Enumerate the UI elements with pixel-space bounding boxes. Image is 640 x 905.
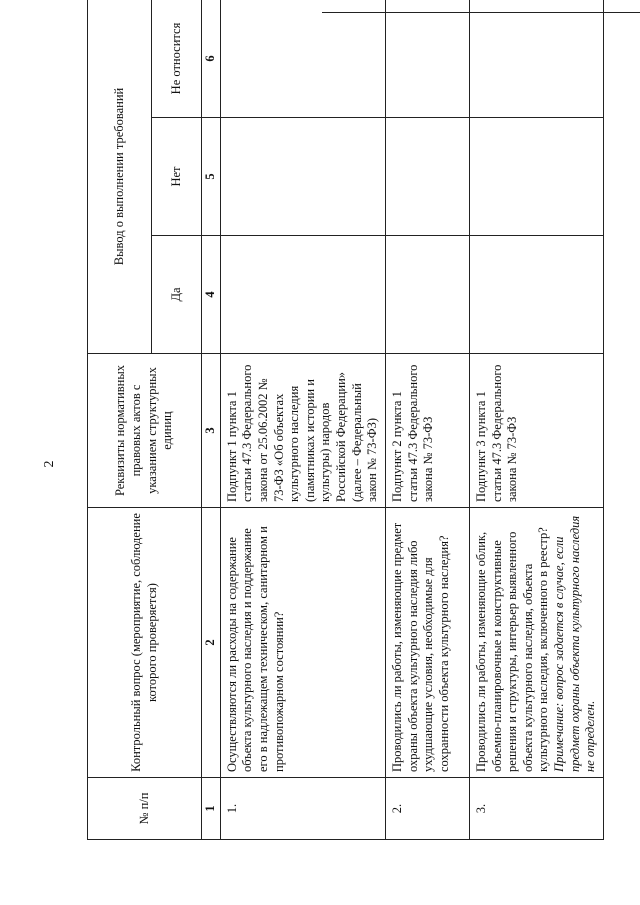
rotated-region: [87, 0, 598, 840]
row-number: 1.: [220, 778, 385, 840]
column-number: 3: [202, 354, 221, 508]
header-question: Контрольный вопрос (мероприятие, соблюдение которого проверяется): [88, 508, 202, 778]
header-requisites: Реквизиты нормативных правовых актов с указанием структурных единиц: [88, 354, 202, 508]
row-number: 3.: [469, 778, 603, 840]
answer-na-cell[interactable]: [469, 0, 603, 118]
header-not-applicable: Не относится: [152, 0, 202, 118]
table-row: [385, 0, 469, 840]
column-number: 6: [202, 0, 221, 118]
answer-no-cell[interactable]: [220, 118, 385, 236]
row-question-cell: [469, 508, 603, 778]
answer-na-cell[interactable]: [385, 0, 469, 118]
page-number: 2: [42, 460, 57, 468]
table-row: [220, 0, 385, 840]
column-number: 4: [202, 236, 221, 354]
row-requisites: Подпункт 3 пункта 1 статьи 47.3 Федерального закона № 73-ФЗ: [469, 354, 603, 508]
row-question: Проводились ли работы, изменяющие облик, объемно-планировочные и конструктивные решения и структуры, интерьер выявленного объекта культурного наследия, объекта культурного наследия, включенного в реестр?: [473, 527, 551, 772]
column-number: 1: [202, 778, 221, 840]
table-row: [469, 0, 603, 840]
checklist-table: [87, 0, 604, 840]
row-number: 2.: [385, 778, 469, 840]
header-no: № п/п: [88, 778, 202, 840]
header-conclusion: Вывод о выполнении требований: [88, 0, 152, 354]
column-number: 5: [202, 118, 221, 236]
row-requisites: Подпункт 1 пункта 1 статьи 47.3 Федерального закона от 25.06.2002 № 73-ФЗ «Об объектах культурного наследия (памятниках истории и культуры) народов Российской Федерации» (далее – Федеральный закон № 73-ФЗ): [220, 354, 385, 508]
table-wrap: [87, 0, 598, 840]
answer-yes-cell[interactable]: [469, 236, 603, 354]
row-requisites: Подпункт 2 пункта 1 статьи 47.3 Федерального закона № 73-ФЗ: [385, 354, 469, 508]
row-question: Осуществляются ли расходы на содержание объекта культурного наследия и поддержание его в надлежащем техническом, санитарном и противопожарном состоянии?: [220, 508, 385, 778]
row-question: Проводились ли работы, изменяющие предмет охраны объекта культурного наследия либо ухудшающие условия, необходимые для сохранности объекта культурного наследия?: [385, 508, 469, 778]
answer-no-cell[interactable]: [469, 118, 603, 236]
header-no-answer: Нет: [152, 118, 202, 236]
row-note: Примечание: вопрос задается в случае, если предмет охраны объекта культурного наследия не определен.: [552, 515, 598, 772]
answer-yes-cell[interactable]: [385, 236, 469, 354]
header-yes: Да: [152, 236, 202, 354]
answer-yes-cell[interactable]: [220, 236, 385, 354]
answer-no-cell[interactable]: [385, 118, 469, 236]
column-number: 2: [202, 508, 221, 778]
answer-na-cell[interactable]: [220, 0, 385, 118]
